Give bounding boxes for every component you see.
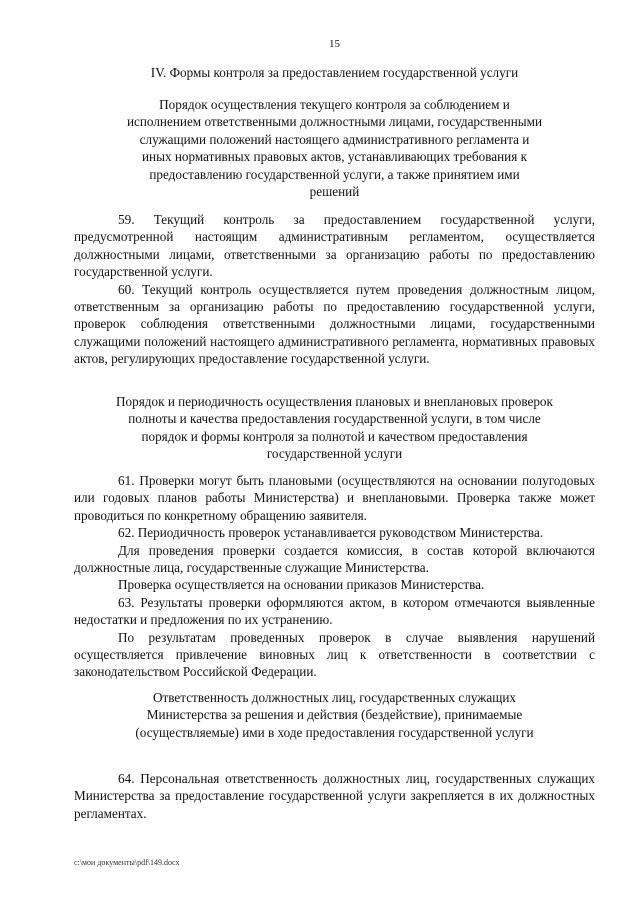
paragraph-62: 62. Периодичность проверок устанавливается руководством Министерства.: [118, 525, 544, 541]
subheading-responsibility: Ответственность должностных лиц, государственных служащих Министерства за решения и действия (бездействие), принимаемые (осуществляемые) ими в ходе предоставления государственной услуги: [135, 690, 534, 740]
footer-file-path: c:\мои документы\pdf\149.docx: [74, 858, 180, 867]
paragraph-61: 61. Проверки могут быть плановыми (осуществляются на основании полугодовых или годовых планов работы Министерства) и внеплановыми. Проверка также может проводиться по конкретному обращению заявителя.: [74, 473, 595, 523]
paragraph-64-block: [74, 770, 595, 822]
paragraph-64: 64. Персональная ответственность должностных лиц, государственных служащих Министерства за предоставление государственной услуги закрепляется в их должностных регламентах.: [74, 771, 595, 821]
paragraph-liability: По результатам проведенных проверок в случае выявления нарушений осуществляется привлечение виновных лиц к ответственности в соответствии с законодательством Российской Федерации.: [74, 629, 595, 680]
paragraphs-59-60: [74, 211, 595, 368]
paragraph-orders: Проверка осуществляется на основании приказов Министерства.: [118, 577, 485, 593]
paragraph-commission: Для проведения проверки создается комиссия, в состав которой включаются должностные лица, государственные служащие Министерства.: [74, 542, 595, 576]
paragraph-60: 60. Текущий контроль осуществляется путем проведения должностным лицом, ответственным за организацию работы по предоставлению государственной услуги, проверок соблюдения ответственными должностными лицами, государственными служащими положений настоящего административного регламента, нормативных правовых актов, регулирующих предоставление государственной услуги.: [74, 281, 595, 367]
paragraph-59: 59. Текущий контроль за предоставлением государственной услуги, предусмотренной настоящим административным регламентом, осуществляется должностными лицами, ответственными за организацию работы по предоставлению государственной услуги.: [74, 212, 595, 280]
subheading-current-control: Порядок осуществления текущего контроля за соблюдением и исполнением ответственными должностными лицами, государственными служащими положений настоящего административного регламента и иных нормативных правовых актов, устанавливающих требования к предоставлению государственной услуги, а также принятием ими решений: [126, 97, 543, 200]
paragraph-63: 63. Результаты проверки оформляются актом, в котором отмечаются выявленные недостатки и предложения по их устранению.: [74, 594, 595, 628]
subheading-inspections: Порядок и периодичность осуществления плановых и внеплановых проверок полноты и качества предоставления государственной услуги, в том числе порядок и формы контроля за полнотой и качеством предоставления государственной услуги: [116, 394, 553, 462]
paragraphs-61-63: [74, 472, 595, 681]
section-title: IV. Формы контроля за предоставлением государственной услуги: [150, 65, 519, 80]
page-number: 15: [329, 38, 340, 50]
